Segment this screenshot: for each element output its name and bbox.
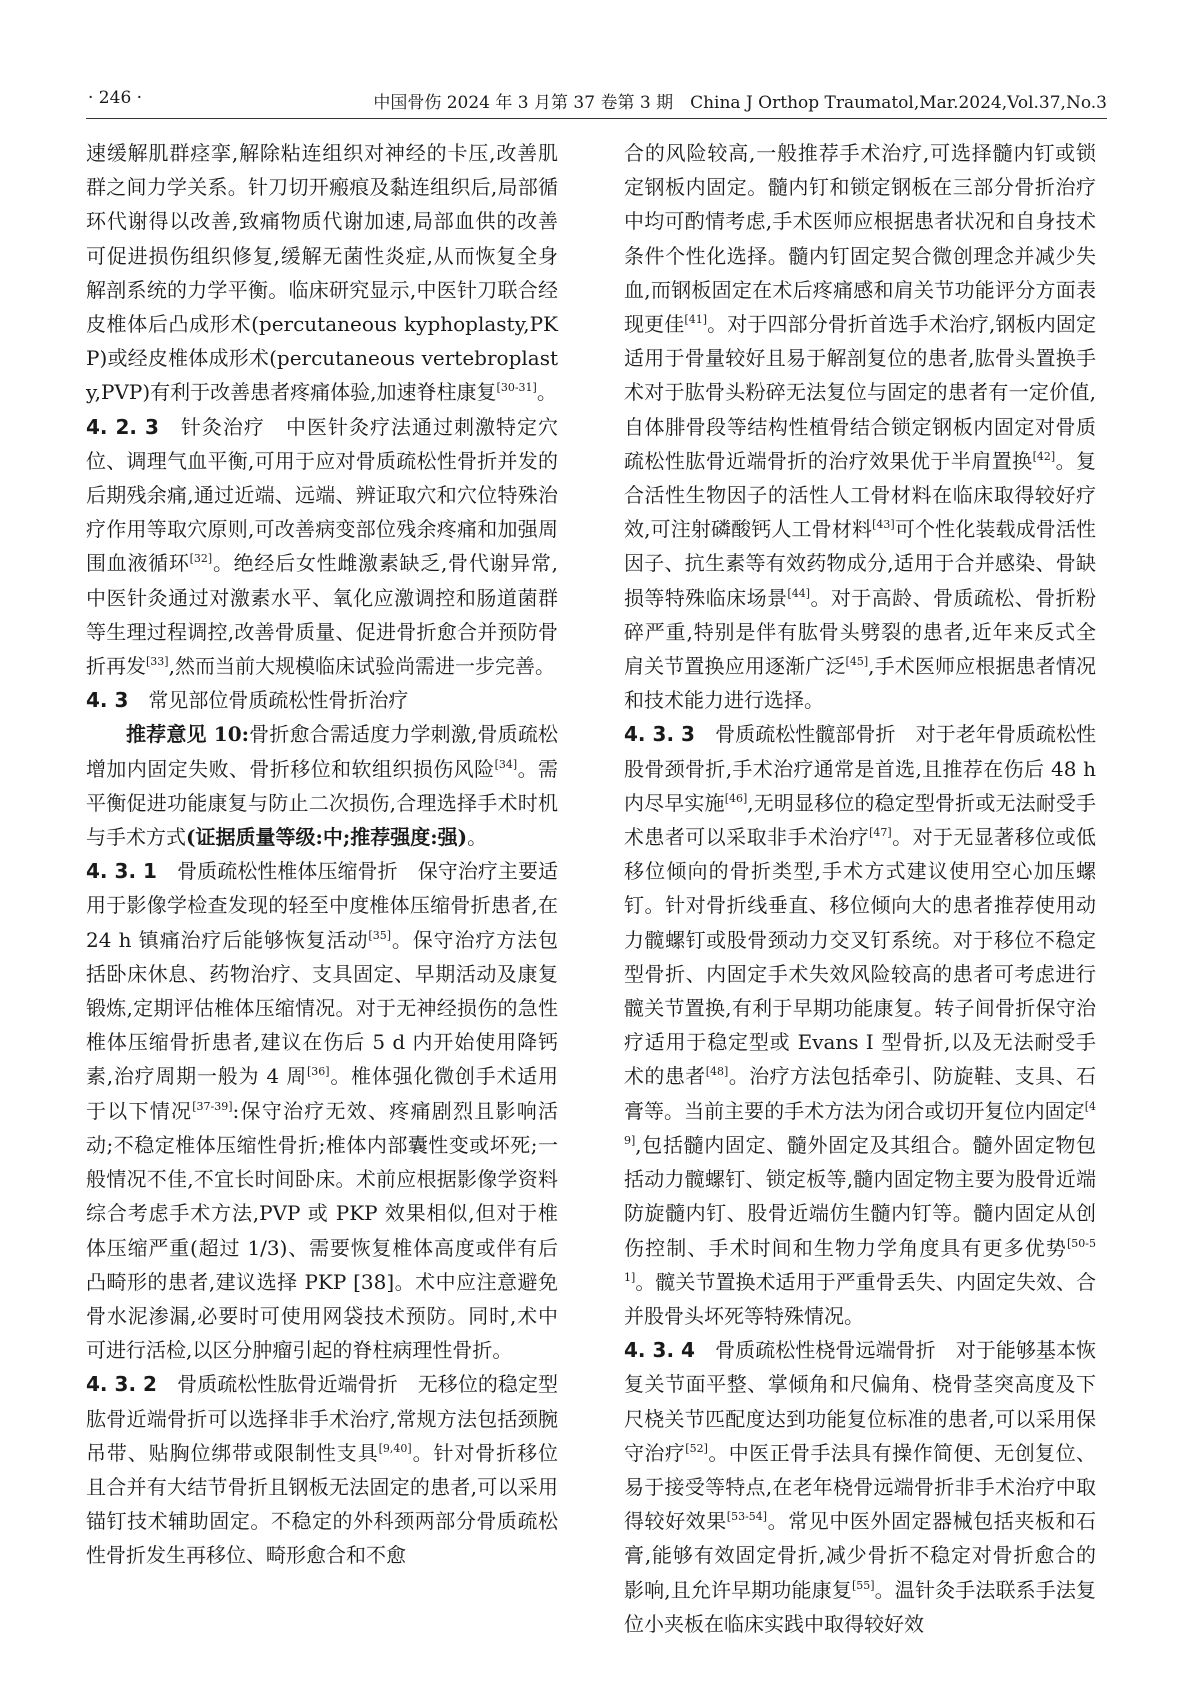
section-title: 常见部位骨质疏松性骨折治疗	[148, 688, 409, 713]
reference-50-51[interactable]: [50-51]	[624, 1236, 1096, 1284]
reference-49[interactable]: [49]	[624, 1099, 1096, 1147]
right-column	[624, 136, 1096, 1641]
reference-52[interactable]: [52]	[685, 1441, 708, 1455]
paragraph-acupotomy: 速缓解肌群痉挛,解除粘连组织对神经的卡压,改善肌群之间力学关系。针刀切开瘢痕及黏连组织后,局部循环代谢得以改善,致痛物质代谢加速,局部血供的改善可促进损伤组织修复,缓解无菌性炎症,从而恢复全身解剖系统的力学平衡。临床研究显示,中医针刀联合经皮椎体后凸成形术(percutaneous kyphoplasty,PKP)或经皮椎体成形术(percutaneous vertebroplasty,PVP)有利于改善患者疼痛体验,加速脊柱康复[30-31]。	[86, 141, 558, 405]
section-4-3-heading	[86, 683, 558, 717]
reference-32[interactable]: [32]	[189, 552, 213, 566]
reference-35[interactable]: [35]	[368, 928, 392, 942]
reference-34[interactable]: [34]	[494, 757, 518, 771]
section-4-2-3: 4. 2. 3 针灸治疗 中医针灸疗法通过刺激特定穴位、调理气血平衡,可用于应对骨质疏松性骨折并发的后期残余痛,通过近端、远端、辨证取穴和穴位特殊治疗作用等取穴原则,可改善病变部位残余疼痛和加强周围血液循环[32]。绝经后女性雌激素缺乏,骨代谢异常,中医针灸通过对激素水平、氧化应激调控和肠道菌群等生理过程调控,改善骨质量、促进骨折愈合并预防骨折再发[33],然而当前大规模临床试验尚需进一步完善。	[86, 414, 559, 679]
section-title: 针灸治疗	[180, 414, 265, 439]
recommendation-10: 推荐意见 10:骨折愈合需适度力学刺激,骨质疏松增加内固定失败、骨折移位和软组织损伤风险[34]。需平衡促进功能康复与防止二次损伤,合理选择手术时机与手术方式(证据质量等级:中;推荐强度:强)。	[86, 722, 559, 850]
section-number: 4. 3. 4	[624, 1338, 695, 1363]
section-title: 骨质疏松性椎体压缩骨折	[177, 859, 398, 884]
section-number: 4. 2. 3	[86, 414, 159, 439]
reference-9-40[interactable]: [9,40]	[378, 1441, 412, 1455]
reference-42[interactable]: [42]	[1032, 449, 1056, 463]
reference-55[interactable]: [55]	[851, 1578, 875, 1592]
section-number: 4. 3. 3	[624, 722, 695, 747]
reference-41[interactable]: [41]	[684, 313, 707, 327]
reference-45[interactable]: [45]	[845, 655, 869, 669]
reference-47[interactable]: [47]	[869, 826, 892, 840]
section-title: 骨质疏松性肱骨近端骨折	[177, 1372, 398, 1397]
section-4-3-2: 4. 3. 2 骨质疏松性肱骨近端骨折 无移位的稳定型肱骨近端骨折可以选择非手术治疗,常规方法包括颈腕吊带、贴胸位绑带或限制性支具[9,40]。针对骨折移位且合并有大结节骨折且钢板无法固定的患者,可以采用锚钉技术辅助固定。不稳定的外科颈两部分骨质疏松性骨折发生再移位、畸形愈合和不愈	[86, 1372, 559, 1568]
reference-43[interactable]: [43]	[872, 518, 895, 532]
reference-30-31[interactable]: [30-31]	[496, 381, 537, 395]
section-4-3-1: 4. 3. 1 骨质疏松性椎体压缩骨折 保守治疗主要适用于影像学检查发现的轻至中度椎体压缩骨折患者,在 24 h 镇痛治疗后能够恢复活动[35]。保守治疗方法包括卧床休息、药物治疗、支具固定、早期活动及康复锻炼,定期评估椎体压缩情况。对于无神经损伤的急性椎体压缩骨折患者,建议在伤后 5 d 内开始使用降钙素,治疗周期一般为 4 周[36]。椎体强化微创手术适用于以下情况[37-39]:保守治疗无效、疼痛剧烈且影响活动;不稳定椎体压缩性骨折;椎体内部囊性变或坏死;一般情况不佳,不宜长时间卧床。术前应根据影像学资料综合考虑手术方法,PVP 或 PKP 效果相似,但对于椎体压缩严重(超过 1/3)、需要恢复椎体高度或伴有后凸畸形的患者,建议选择 PKP [38]。术中应注意避免骨水泥渗漏,必要时可使用网袋技术预防。同时,术中可进行活检,以区分肿瘤引起的脊柱病理性骨折。	[86, 859, 559, 1363]
paragraph-humerus-continued: 合的风险较高,一般推荐手术治疗,可选择髓内钉或锁定钢板内固定。髓内钉和锁定钢板在三部分骨折治疗中均可酌情考虑,手术医师应根据患者状况和自身技术条件个性化选择。髓内钉固定契合微创理念并减少失血,而钢板固定在术后疼痛感和肩关节功能评分方面表现更佳[41]。对于四部分骨折首选手术治疗,钢板内固定适用于骨量较好且易于解剖复位的患者,肱骨头置换手术对于肱骨头粉碎无法复位与固定的患者有一定价值,自体腓骨段等结构性植骨结合锁定钢板内固定对骨质疏松性肱骨近端骨折的治疗效果优于半肩置换[42]。复合活性生物因子的活性人工骨材料在临床取得较好疗效,可注射磷酸钙人工骨材料[43]可个性化装载成骨活性因子、抗生素等有效药物成分,适用于合并感染、骨缺损等特殊临床场景[44]。对于高龄、骨质疏松、骨折粉碎严重,特别是伴有肱骨头劈裂的患者,近年来反式全肩关节置换应用逐渐广泛[45],手术医师应根据患者情况和技术能力进行选择。	[624, 141, 1097, 713]
reference-44[interactable]: [44]	[787, 586, 811, 600]
section-4-3-4: 4. 3. 4 骨质疏松性桡骨远端骨折 对于能够基本恢复关节面平整、掌倾角和尺偏角、桡骨茎突高度及下尺桡关节匹配度达到功能复位标准的患者,可以采用保守治疗[52]。中医正骨手法具有操作简便、无创复位、易于接受等特点,在老年桡骨远端骨折非手术治疗中取得较好效果[53-54]。常见中医外固定器械包括夹板和石膏,能够有效固定骨折,减少骨折不稳定对骨折愈合的影响,且允许早期功能康复[55]。温针灸手法联系手法复位小夹板在临床实践中取得较好效	[624, 1338, 1097, 1636]
recommendation-label: 推荐意见 10:	[126, 722, 249, 747]
section-number: 4. 3. 2	[86, 1372, 157, 1397]
journal-citation: 中国骨伤 2024 年 3 月第 37 卷第 3 期 China J Orthop Traumatol,Mar.2024,Vol.37,No.3	[373, 93, 1107, 113]
reference-53-54[interactable]: [53-54]	[726, 1510, 768, 1524]
section-4-3-3: 4. 3. 3 骨质疏松性髋部骨折 对于老年骨质疏松性股骨颈骨折,手术治疗通常是首选,且推荐在伤后 48 h 内尽早实施[46],无明显移位的稳定型骨折或无法耐受手术患者可以采取非手术治疗[47]。对于无显著移位或低移位倾向的骨折类型,手术方式建议使用空心加压螺钉。针对骨折线垂直、移位倾向大的患者推荐使用动力髋螺钉或股骨颈动力交叉钉系统。对于移位不稳定型骨折、内固定手术失效风险较高的患者可考虑进行髋关节置换,有利于早期功能康复。转子间骨折保守治疗适用于稳定型或 Evans Ⅰ 型骨折,以及无法耐受手术的患者[48]。治疗方法包括牵引、防旋鞋、支具、石膏等。当前主要的手术方法为闭合或切开复位内固定[49],包括髓内固定、髓外固定及其组合。髓外固定物包括动力髋螺钉、锁定板等,髓内固定物主要为股骨近端防旋髓内钉、股骨近端仿生髓内钉等。髓内固定从创伤控制、手术时间和生物力学角度具有更多优势[50-51]。髋关节置换术适用于严重骨丢失、内固定失效、合并股骨头坏死等特殊情况。	[624, 722, 1097, 1328]
left-column	[86, 136, 558, 1573]
reference-48[interactable]: [48]	[705, 1065, 729, 1079]
page-header	[86, 82, 1107, 119]
reference-33[interactable]: [33]	[146, 655, 169, 669]
page-number: · 246 ·	[88, 88, 143, 108]
reference-46[interactable]: [46]	[724, 791, 748, 805]
reference-37-39[interactable]: [37-39]	[192, 1099, 233, 1113]
reference-36[interactable]: [36]	[306, 1065, 330, 1079]
evidence-grade: (证据质量等级:中;推荐强度:强)	[186, 825, 468, 850]
section-number: 4. 3. 1	[86, 859, 157, 884]
section-number: 4. 3	[86, 688, 129, 713]
section-title: 骨质疏松性髋部骨折	[715, 722, 896, 747]
section-title: 骨质疏松性桡骨远端骨折	[715, 1338, 936, 1363]
